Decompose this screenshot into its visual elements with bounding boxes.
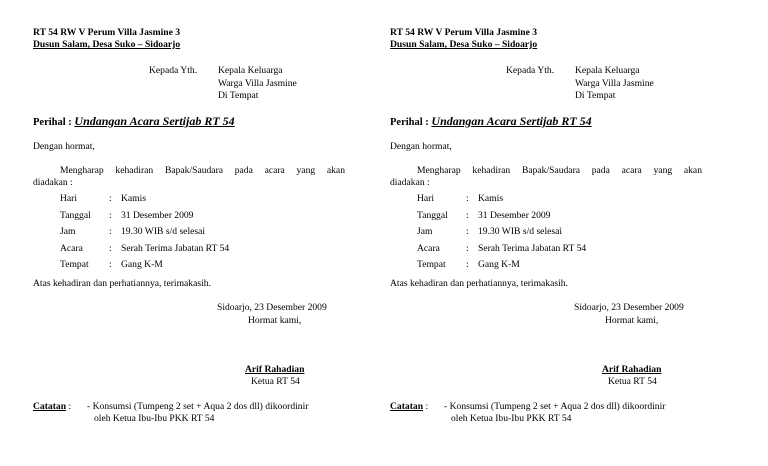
detail-label: Tanggal — [60, 209, 91, 221]
subject-text: Undangan Acara Sertijab RT 54 — [74, 114, 235, 128]
recipient-line: Warga Villa Jasmine — [575, 77, 654, 89]
recipient-line: Di Tempat — [575, 90, 616, 101]
subject-label: Perihal : — [390, 117, 429, 128]
recipient-line: Di Tempat — [218, 90, 259, 101]
detail-label: Acara — [417, 242, 440, 254]
detail-label: Tanggal — [417, 209, 448, 221]
note-line: - Konsumsi (Tumpeng 2 set + Aqua 2 dos dll) dikoordinir — [444, 401, 666, 412]
detail-value: Gang K-M — [478, 259, 520, 271]
kepada-label: Kepada Yth. — [506, 65, 555, 76]
intro-line: diadakan : — [33, 177, 73, 188]
note-label — [390, 401, 428, 413]
detail-colon: : — [466, 226, 469, 238]
detail-label: Tempat — [417, 259, 446, 271]
detail-label: Tempat — [60, 259, 89, 271]
note-line: - Konsumsi (Tumpeng 2 set + Aqua 2 dos dll) dikoordinir — [87, 401, 309, 412]
detail-colon: : — [109, 242, 112, 254]
note-label-word: Catatan — [33, 401, 67, 412]
subject-line — [390, 115, 592, 129]
invitation-letter-right — [390, 0, 720, 466]
recipient-block — [218, 65, 297, 103]
intro-line: Mengharap kehadiran Bapak/Saudara pada acara yang akan — [60, 165, 345, 176]
recipient-line: Kepala Keluarga — [218, 65, 283, 76]
detail-value: 31 Desember 2009 — [121, 209, 194, 221]
letter-header-address: RT 54 RW V Perum Villa Jasmine 3 — [390, 27, 538, 38]
note-label-word: Catatan — [390, 401, 424, 412]
detail-colon: : — [466, 242, 469, 254]
salutation: Dengan hormat, — [390, 141, 452, 152]
subject-label: Perihal : — [33, 117, 72, 128]
detail-value: Serah Terima Jabatan RT 54 — [478, 242, 587, 254]
intro-paragraph — [33, 165, 345, 189]
regards: Hormat kami, — [605, 315, 659, 326]
intro-line: Mengharap kehadiran Bapak/Saudara pada acara yang akan — [417, 165, 702, 176]
recipient-block — [575, 65, 654, 103]
detail-value: 19.30 WIB s/d selesai — [121, 226, 206, 238]
recipient-line: Warga Villa Jasmine — [218, 77, 297, 89]
note-text — [87, 401, 308, 425]
detail-colon: : — [109, 259, 112, 271]
signer-name: Arif Rahadian — [602, 364, 662, 375]
detail-label: Jam — [60, 226, 76, 238]
letter-header-location: Dusun Salam, Desa Suko – Sidoarjo — [390, 39, 538, 50]
kepada-label: Kepada Yth. — [149, 65, 198, 76]
detail-value: 31 Desember 2009 — [478, 209, 551, 221]
detail-value: Kamis — [478, 193, 504, 204]
letter-header-location: Dusun Salam, Desa Suko – Sidoarjo — [33, 39, 181, 50]
detail-value: 19.30 WIB s/d selesai — [478, 226, 563, 238]
signer-name: Arif Rahadian — [245, 364, 305, 375]
note-colon: : — [425, 401, 429, 412]
place-date: Sidoarjo, 23 Desember 2009 — [217, 302, 327, 313]
subject-text: Undangan Acara Sertijab RT 54 — [431, 114, 592, 128]
detail-label: Hari — [417, 193, 435, 204]
detail-colon: : — [466, 259, 469, 271]
note-text — [444, 401, 665, 425]
recipient-line: Kepala Keluarga — [575, 65, 640, 76]
note-label — [33, 401, 71, 413]
note-colon: : — [68, 401, 72, 412]
detail-colon: : — [109, 226, 112, 238]
regards: Hormat kami, — [248, 315, 302, 326]
detail-label: Hari — [60, 193, 78, 204]
subject-line — [33, 115, 235, 129]
detail-label: Jam — [417, 226, 433, 238]
note-line: oleh Ketua Ibu-Ibu PKK RT 54 — [451, 413, 572, 424]
place-date: Sidoarjo, 23 Desember 2009 — [574, 302, 684, 313]
detail-colon: : — [109, 209, 112, 221]
detail-colon: : — [466, 193, 469, 204]
detail-colon: : — [109, 193, 112, 204]
closing-line: Atas kehadiran dan perhatiannya, terimakasih. — [390, 278, 568, 289]
signer-title: Ketua RT 54 — [608, 376, 657, 387]
note-line: oleh Ketua Ibu-Ibu PKK RT 54 — [94, 413, 215, 424]
detail-value: Serah Terima Jabatan RT 54 — [121, 242, 230, 254]
letter-header-address: RT 54 RW V Perum Villa Jasmine 3 — [33, 27, 181, 38]
signer-title: Ketua RT 54 — [251, 376, 300, 387]
detail-label: Acara — [60, 242, 83, 254]
salutation: Dengan hormat, — [33, 141, 95, 152]
intro-line: diadakan : — [390, 177, 430, 188]
detail-value: Gang K-M — [121, 259, 163, 271]
detail-colon: : — [466, 209, 469, 221]
closing-line: Atas kehadiran dan perhatiannya, terimakasih. — [33, 278, 211, 289]
intro-paragraph — [390, 165, 702, 189]
invitation-letter-left — [33, 0, 363, 466]
detail-value: Kamis — [121, 193, 147, 204]
